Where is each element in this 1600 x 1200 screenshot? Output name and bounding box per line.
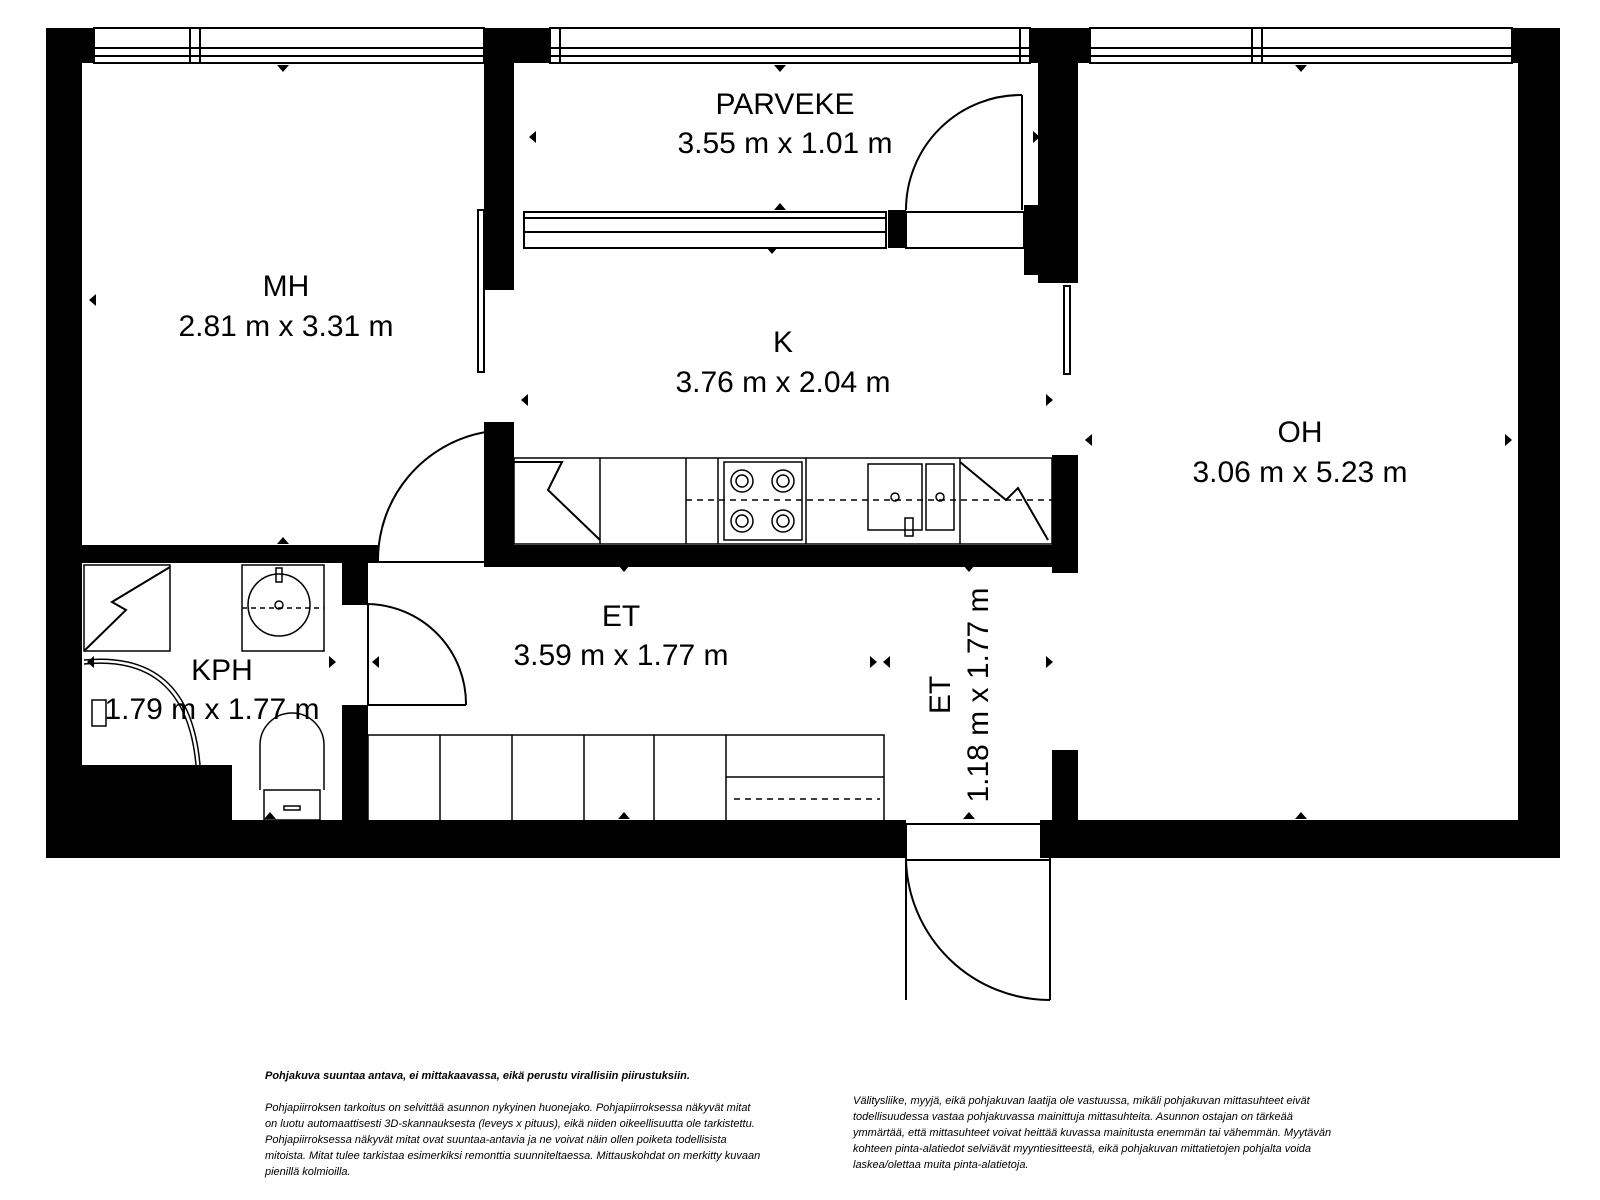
room-name-k: K — [772, 326, 794, 359]
kitchen-fixtures — [514, 458, 1052, 544]
disclaimer-left-text: Pohjapiirroksen tarkoitus on selvittää asunnon nykyinen huonejako. Pohjapiirroksessa näkyvät mitat on luotu automaattisesti 3D-skannauksesta (leveys x pituus), eikä niiden oikeellisuutta ole tarkistettu. Pohjapiirroksessa näkyvät mitat ovat suuntaa-antavia ja ne voivat näin ollen poiketa todellisista mitoista. Mitat tulee tarkistaa esimerkiksi remonttia suunniteltaessa. Mittauskohdat on merkitty kuvaan pienillä kolmioilla. — [265, 1102, 761, 1178]
disclaimer-right — [853, 1093, 1333, 1189]
disclaimer-right-text: Välitysliike, myyjä, eikä pohjakuvan laatija ole vastuussa, mikäli pohjakuvan mittasuhteet eivät todellisuudessa vastaa pohjakuvassa mainittuja mittasuhteita. Asunnon ostajan on tärkeää ymmärtää, että mittasuhteet voivat heittää kuvassa mainitusta enemmän tai vähemmän. Myytävän kohteen pinta-alatiedot selviävät myyntiesitteestä, eikä pohjakuvan mittatietojen pohjalta voida laskea/olettaa muita pinta-alatietoja. — [853, 1095, 1332, 1171]
room-name-parveke: PARVEKE — [715, 88, 855, 121]
room-size-et-side: 1.18 m x 1.77 m — [962, 587, 995, 803]
room-labels — [104, 88, 1407, 803]
room-name-mh: MH — [262, 270, 310, 303]
disclaimer-title: Pohjakuva suuntaa antava, ei mittakaavassa, eikä perustu virallisiin piirustuksiin. — [265, 1070, 690, 1082]
room-name-kph: KPH — [191, 654, 253, 687]
room-size-mh: 2.81 m x 3.31 m — [178, 310, 394, 343]
disclaimer-left — [265, 1068, 765, 1196]
wardrobes — [368, 735, 884, 821]
room-name-oh: OH — [1277, 416, 1323, 449]
room-size-kph: 1.79 m x 1.77 m — [104, 693, 320, 726]
room-name-et-side: ET — [924, 675, 957, 715]
room-size-k: 3.76 m x 2.04 m — [675, 366, 891, 399]
room-name-et-main: ET — [601, 600, 641, 633]
room-size-parveke: 3.55 m x 1.01 m — [677, 127, 893, 160]
room-size-et-main: 3.59 m x 1.77 m — [513, 639, 729, 672]
room-size-oh: 3.06 m x 5.23 m — [1192, 456, 1408, 489]
